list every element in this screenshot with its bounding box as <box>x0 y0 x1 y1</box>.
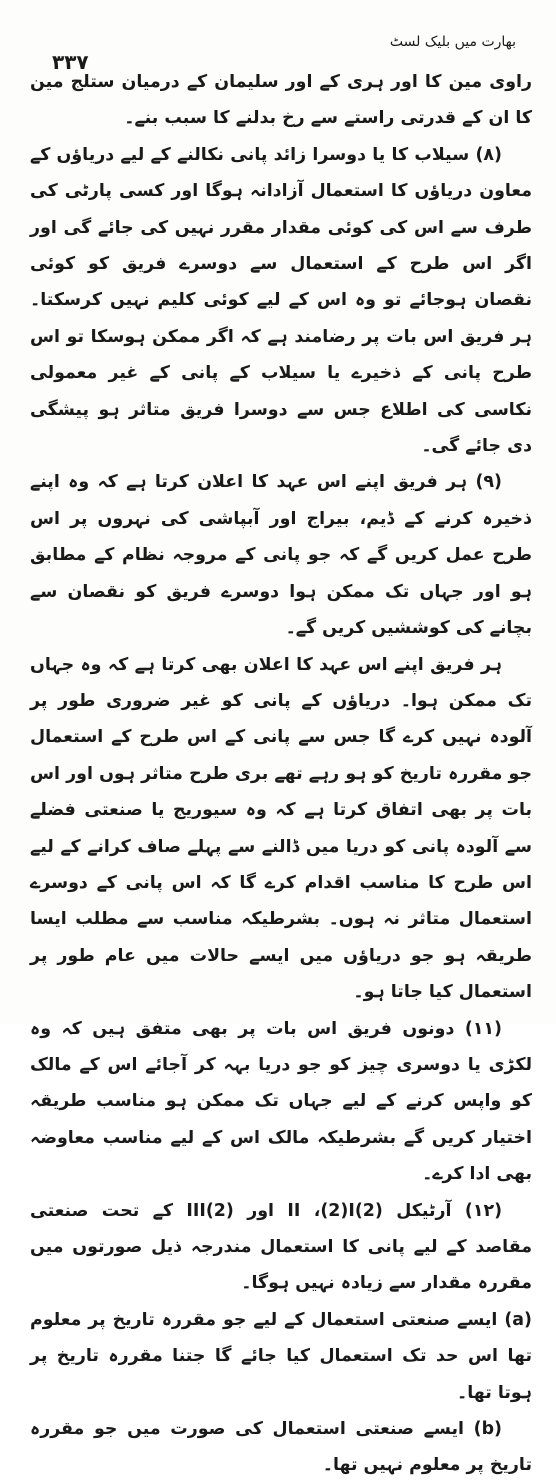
list-item-b: (b) ایسے صنعتی استعمال کی صورت میں جو مقررہ تاریخ پر معلوم نہیں تھا۔ <box>30 1419 532 1476</box>
page-number: ۳۳۷ <box>52 50 89 74</box>
paragraph-clause-12: (۱۲) آرٹیکل (2)II ،(2)I اور (2)III کے تحت صنعتی مقاصد کے لیے پانی کا استعمال مندرجہ ذیل صورتوں میں مقررہ مقدار سے زیادہ نہیں ہوگا۔ <box>30 1200 532 1294</box>
paragraph-clause-8: (۸) سیلاب کا یا دوسرا زائد پانی نکالنے کے لیے دریاؤں کے معاون دریاؤں کا استعمال آزادانہ ہوگا اور کسی پارٹی کی طرف سے اس کی کوئی مقدار مقرر نہیں کی جائے گی اور اگر اس طرح کے استعمال سے دوسرے فریق کو کوئی نقصان ہوجائے تو وہ اس کے لیے کوئی کلیم نہیں کرسکتا۔ ہر فریق اس بات پر رضامند ہے کہ اگر ممکن ہوسکا تو اس طرح پانی کے ذخیرے یا سیلاب کے پانی کے غیر معمولی نکاسی کی اطلاع جس سے دوسرا فریق متاثر ہو پیشگی دی جائے گی۔ <box>30 144 532 457</box>
running-title: بھارت میں بلیک لسٹ <box>389 34 516 50</box>
paragraph-clause-11: (۱۱) دونوں فریق اس بات پر بھی متفق ہیں کہ وہ لکڑی یا دوسری چیز کو جو دریا بہہ کر آجائے اس کے مالک کو واپس کرنے کے لیے جہاں تک ممکن ہو مناسب طریقہ اختیار کریں گے بشرطیکہ مالک اس کے لیے مناسب معاوضہ بھی ادا کرے۔ <box>30 1018 532 1185</box>
page-header <box>44 30 516 74</box>
paragraph-clause-9: (۹) ہر فریق اپنے اس عہد کا اعلان کرتا ہے کہ وہ اپنے ذخیرہ کرنے کے ڈیم، بیراج اور آبپاشی کی نہروں پر اس طرح عمل کریں گے کہ جو پانی کے مروجہ نظام کے مطابق ہو اور جہاں تک ممکن ہوا دوسرے فریق کو نقصان سے بچانے کی کوششیں کریں گے۔ <box>30 472 532 639</box>
list-item-a: (a) ایسے صنعتی استعمال کے لیے جو مقررہ تاریخ پر معلوم تھا اس حد تک استعمال کیا جائے گا جتنا مقررہ تاریخ پر ہوتا تھا۔ <box>30 1309 532 1403</box>
paragraph-clause-10: ہر فریق اپنے اس عہد کا اعلان بھی کرتا ہے کہ وہ جہاں تک ممکن ہوا۔ دریاؤں کے پانی کو غیر ضروری طور پر آلودہ نہیں کرے گا جس سے پانی کے اس طرح کے استعمال جو مقررہ تاریخ کو ہو رہے تھے بری طرح متاثر ہوں اور اس بات پر بھی اتفاق کرتا ہے کہ وہ سیوریج یا صنعتی فضلے سے آلودہ پانی کو دریا میں ڈالنے سے پہلے صاف کرانے کے لیے اس طرح کا مناسب اقدام کرے گا کہ اس پانی کے دوسرے استعمال متاثر نہ ہوں۔ بشرطیکہ مناسب سے مطلب ایسا طریقہ ہو جو دریاؤں میں ایسے حالات میں عام طور پر استعمال کیا جاتا ہو۔ <box>30 654 532 1003</box>
body-text <box>30 64 532 1484</box>
paragraph-continuation: راوی مین کا اور ہری کے اور سلیمان کے درمیان ستلج مین کا ان کے قدرتی راستے سے رخ بدلنے کا سبب بنے۔ <box>30 72 532 129</box>
